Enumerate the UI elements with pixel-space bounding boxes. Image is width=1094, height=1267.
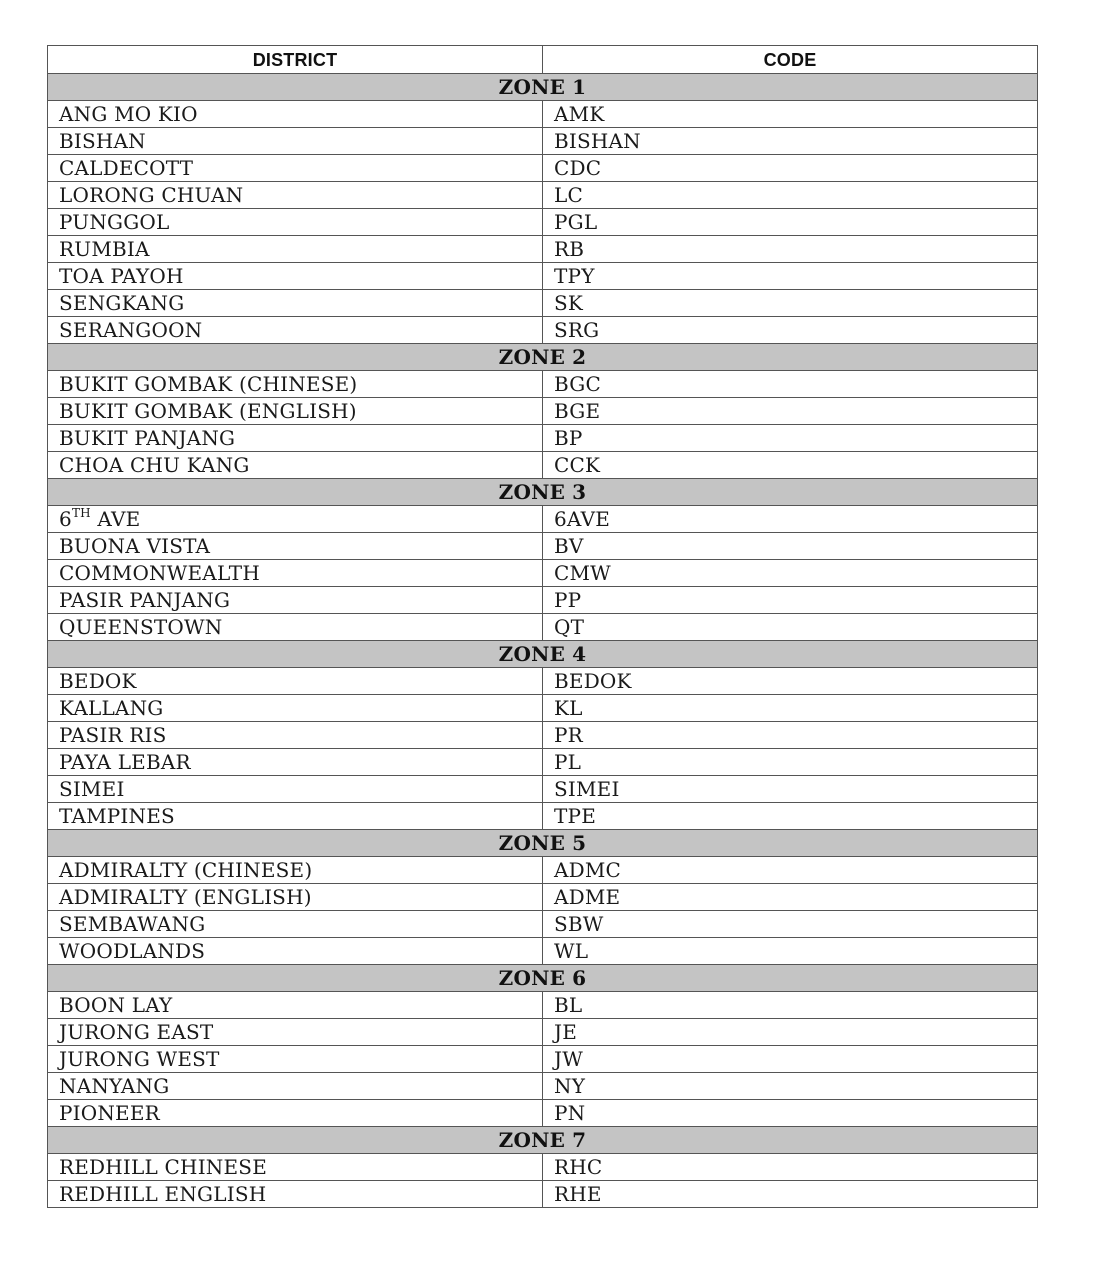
code-cell: ADME: [543, 884, 1038, 911]
table-row: [48, 1019, 1038, 1046]
table-row: [48, 1181, 1038, 1208]
district-cell: SIMEI: [48, 776, 543, 803]
district-cell: PASIR PANJANG: [48, 587, 543, 614]
zone-header-row: [48, 74, 1038, 101]
table-row: [48, 533, 1038, 560]
district-cell: PIONEER: [48, 1100, 543, 1127]
code-cell: BP: [543, 425, 1038, 452]
table-row: [48, 209, 1038, 236]
zone-label: ZONE 7: [48, 1127, 1038, 1154]
district-cell: JURONG WEST: [48, 1046, 543, 1073]
district-cell: ADMIRALTY (ENGLISH): [48, 884, 543, 911]
code-cell: PGL: [543, 209, 1038, 236]
table-row: [48, 749, 1038, 776]
zone-label: ZONE 6: [48, 965, 1038, 992]
code-cell: SK: [543, 290, 1038, 317]
table-row: [48, 668, 1038, 695]
header-row: [48, 46, 1038, 74]
code-cell: CCK: [543, 452, 1038, 479]
district-cell: SERANGOON: [48, 317, 543, 344]
district-cell: BEDOK: [48, 668, 543, 695]
district-cell: TOA PAYOH: [48, 263, 543, 290]
table-row: [48, 317, 1038, 344]
district-cell: REDHILL ENGLISH: [48, 1181, 543, 1208]
zone-header-row: [48, 344, 1038, 371]
table-row: [48, 776, 1038, 803]
district-cell: WOODLANDS: [48, 938, 543, 965]
table-row: [48, 1100, 1038, 1127]
district-cell: CALDECOTT: [48, 155, 543, 182]
code-cell: KL: [543, 695, 1038, 722]
district-cell: SENGKANG: [48, 290, 543, 317]
district-column-header: DISTRICT: [48, 46, 543, 74]
district-suffix: AVE: [90, 507, 141, 531]
district-cell: PAYA LEBAR: [48, 749, 543, 776]
zone-label: ZONE 4: [48, 641, 1038, 668]
code-column-header: CODE: [543, 46, 1038, 74]
code-cell: WL: [543, 938, 1038, 965]
table-row: [48, 182, 1038, 209]
code-cell: TPY: [543, 263, 1038, 290]
district-cell: ANG MO KIO: [48, 101, 543, 128]
district-cell: CHOA CHU KANG: [48, 452, 543, 479]
code-cell: RHE: [543, 1181, 1038, 1208]
table-row: [48, 992, 1038, 1019]
table-row: [48, 587, 1038, 614]
table-row: [48, 938, 1038, 965]
table-row: [48, 506, 1038, 533]
code-cell: BISHAN: [543, 128, 1038, 155]
district-code-table-wrapper: [47, 45, 1037, 1208]
district-cell: LORONG CHUAN: [48, 182, 543, 209]
code-cell: CMW: [543, 560, 1038, 587]
code-cell: SRG: [543, 317, 1038, 344]
district-cell: TAMPINES: [48, 803, 543, 830]
district-cell: RUMBIA: [48, 236, 543, 263]
district-cell: NANYANG: [48, 1073, 543, 1100]
zone-label: ZONE 3: [48, 479, 1038, 506]
code-cell: RB: [543, 236, 1038, 263]
code-cell: AMK: [543, 101, 1038, 128]
table-row: [48, 722, 1038, 749]
code-cell: BV: [543, 533, 1038, 560]
district-cell: COMMONWEALTH: [48, 560, 543, 587]
zone-label: ZONE 5: [48, 830, 1038, 857]
district-cell: SEMBAWANG: [48, 911, 543, 938]
ordinal-superscript: TH: [71, 506, 91, 520]
code-cell: NY: [543, 1073, 1038, 1100]
table-row: [48, 1154, 1038, 1181]
code-cell: PR: [543, 722, 1038, 749]
district-cell: [48, 506, 543, 533]
district-cell: QUEENSTOWN: [48, 614, 543, 641]
table-row: [48, 425, 1038, 452]
table-row: [48, 614, 1038, 641]
district-cell: ADMIRALTY (CHINESE): [48, 857, 543, 884]
zone-header-row: [48, 641, 1038, 668]
code-cell: ADMC: [543, 857, 1038, 884]
district-cell: REDHILL CHINESE: [48, 1154, 543, 1181]
district-cell: BUKIT PANJANG: [48, 425, 543, 452]
district-cell: PASIR RIS: [48, 722, 543, 749]
code-cell: QT: [543, 614, 1038, 641]
table-row: [48, 1073, 1038, 1100]
table-row: [48, 236, 1038, 263]
district-number: 6: [59, 507, 72, 531]
code-cell: SIMEI: [543, 776, 1038, 803]
table-row: [48, 857, 1038, 884]
zone-label: ZONE 1: [48, 74, 1038, 101]
district-code-table: [47, 45, 1038, 1208]
table-row: [48, 884, 1038, 911]
zone-label: ZONE 2: [48, 344, 1038, 371]
code-cell: JW: [543, 1046, 1038, 1073]
table-row: [48, 560, 1038, 587]
table-row: [48, 263, 1038, 290]
table-row: [48, 1046, 1038, 1073]
code-cell: SBW: [543, 911, 1038, 938]
table-row: [48, 911, 1038, 938]
table-row: [48, 128, 1038, 155]
district-cell: KALLANG: [48, 695, 543, 722]
code-cell: PN: [543, 1100, 1038, 1127]
table-row: [48, 803, 1038, 830]
table-row: [48, 452, 1038, 479]
zone-header-row: [48, 479, 1038, 506]
district-cell: BOON LAY: [48, 992, 543, 1019]
code-cell: CDC: [543, 155, 1038, 182]
code-cell: JE: [543, 1019, 1038, 1046]
district-cell: BUKIT GOMBAK (ENGLISH): [48, 398, 543, 425]
code-cell: PL: [543, 749, 1038, 776]
code-cell: BGE: [543, 398, 1038, 425]
district-cell: BUONA VISTA: [48, 533, 543, 560]
table-row: [48, 371, 1038, 398]
code-cell: BL: [543, 992, 1038, 1019]
district-cell: JURONG EAST: [48, 1019, 543, 1046]
zone-header-row: [48, 1127, 1038, 1154]
table-body: [48, 74, 1038, 1208]
zone-header-row: [48, 830, 1038, 857]
code-cell: RHC: [543, 1154, 1038, 1181]
table-row: [48, 695, 1038, 722]
district-cell: PUNGGOL: [48, 209, 543, 236]
table-row: [48, 398, 1038, 425]
table-row: [48, 155, 1038, 182]
code-cell: LC: [543, 182, 1038, 209]
zone-header-row: [48, 965, 1038, 992]
code-cell: TPE: [543, 803, 1038, 830]
district-cell: BUKIT GOMBAK (CHINESE): [48, 371, 543, 398]
table-row: [48, 290, 1038, 317]
table-row: [48, 101, 1038, 128]
code-cell: PP: [543, 587, 1038, 614]
code-cell: BEDOK: [543, 668, 1038, 695]
code-cell: BGC: [543, 371, 1038, 398]
district-cell: BISHAN: [48, 128, 543, 155]
code-cell: 6AVE: [543, 506, 1038, 533]
